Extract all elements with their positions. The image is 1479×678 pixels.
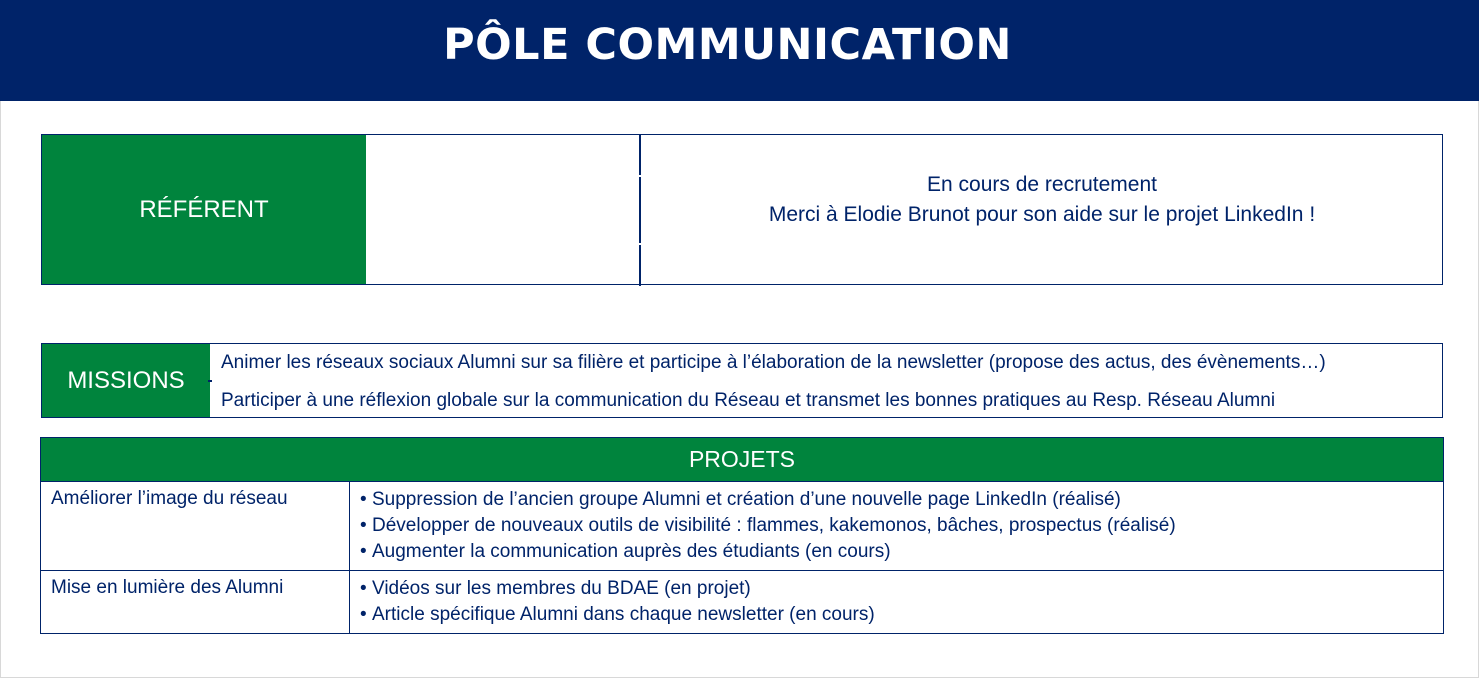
table-row	[41, 482, 1443, 571]
bullet-icon: •	[360, 515, 367, 536]
referent-status: En cours de recrutement	[927, 172, 1157, 196]
missions-connector	[208, 380, 212, 382]
mission-item: Animer les réseaux sociaux Alumni sur sa filière et participe à l’élaboration de la newsletter (propose des actus, des évènements…)	[221, 352, 1326, 373]
list-item: • Article spécifique Alumni dans chaque newsletter (en cours)	[360, 602, 1433, 628]
referent-divider	[639, 135, 641, 284]
bullet-icon: •	[360, 578, 367, 599]
projects-table	[40, 437, 1444, 634]
referent-photo-area	[366, 135, 640, 284]
missions-label: MISSIONS	[42, 344, 210, 417]
missions-list	[221, 348, 1326, 424]
mission-item: Participer à une réflexion globale sur la communication du Réseau et transmet les bonnes pratiques au Resp. Réseau Alumni	[221, 390, 1276, 411]
list-item: • Augmenter la communication auprès des étudiants (en cours)	[360, 539, 1433, 565]
project-name: Améliorer l’image du réseau	[41, 482, 350, 570]
list-item: • Développer de nouveaux outils de visibilité : flammes, kakemonos, bâches, prospectus (réalisé)	[360, 513, 1433, 539]
project-name: Mise en lumière des Alumni	[41, 571, 350, 633]
list-item: • Suppression de l’ancien groupe Alumni et création d’une nouvelle page LinkedIn (réalisé)	[360, 487, 1433, 513]
list-item: • Vidéos sur les membres du BDAE (en projet)	[360, 576, 1433, 602]
referent-text	[642, 135, 1442, 284]
bullet-icon: •	[360, 489, 367, 510]
page-header	[0, 0, 1479, 101]
projects-header: PROJETS	[41, 438, 1443, 482]
project-items	[350, 571, 1443, 633]
referent-thanks: Merci à Elodie Brunot pour son aide sur le projet LinkedIn !	[768, 202, 1316, 226]
referent-label: RÉFÉRENT	[42, 135, 366, 284]
bullet-icon: •	[360, 604, 367, 625]
project-items	[350, 482, 1443, 570]
bullet-icon: •	[360, 541, 367, 562]
referent-block	[41, 134, 1443, 285]
missions-block	[41, 343, 1443, 418]
page-title: PÔLE COMMUNICATION	[443, 19, 1012, 70]
table-row	[41, 571, 1443, 633]
